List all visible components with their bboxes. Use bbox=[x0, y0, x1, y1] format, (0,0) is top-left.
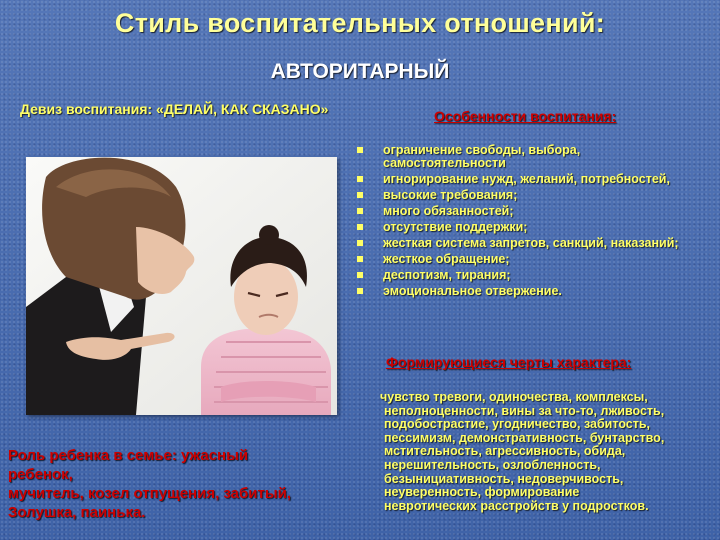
features-list bbox=[356, 144, 696, 301]
trait-line: чувство тревоги, одиночества, комплексы, bbox=[380, 390, 648, 404]
features-heading: Особенности воспитания: bbox=[434, 108, 617, 124]
feature-item bbox=[356, 205, 696, 218]
feature-item bbox=[356, 269, 696, 282]
feature-item-text: жесткое обращение; bbox=[383, 252, 510, 266]
trait-line: невротических расстройств у подростков. bbox=[384, 498, 649, 513]
traits-heading: Формирующиеся черты характера: bbox=[386, 354, 632, 370]
trait-line: безынициативность, недоверчивость, bbox=[384, 471, 624, 486]
square-bullet-icon bbox=[357, 208, 363, 214]
feature-item-text: много обязанностей; bbox=[383, 204, 514, 218]
feature-item-text: эмоциональное отвержение. bbox=[383, 284, 562, 298]
page-title: Стиль воспитательных отношений: bbox=[114, 8, 606, 38]
feature-item bbox=[356, 221, 696, 234]
square-bullet-icon bbox=[357, 272, 363, 278]
square-bullet-icon bbox=[357, 192, 363, 198]
feature-item bbox=[356, 189, 696, 202]
feature-item bbox=[356, 285, 696, 298]
feature-item-text: ограничение свободы, выбора, самостоятельности bbox=[383, 143, 581, 170]
feature-item bbox=[356, 237, 696, 250]
square-bullet-icon bbox=[357, 256, 363, 262]
child-role-line: ребенок, bbox=[8, 466, 73, 483]
feature-item-text: жесткая система запретов, санкций, наказаний; bbox=[383, 236, 679, 250]
trait-line: мстительность, агрессивность, обида, bbox=[384, 444, 626, 459]
feature-item bbox=[356, 144, 696, 170]
mother-scolding-child-photo bbox=[26, 157, 337, 415]
child-role-text bbox=[8, 446, 378, 522]
feature-item-text: высокие требования; bbox=[383, 188, 518, 202]
trait-line: нерешительность, озлобленность, bbox=[384, 457, 601, 472]
page-subtitle: АВТОРИТАРНЫЙ bbox=[270, 60, 450, 83]
education-motto: Девиз воспитания: «ДЕЛАЙ, КАК СКАЗАНО» bbox=[20, 101, 329, 117]
feature-item-text: отсутствие поддержки; bbox=[383, 220, 528, 234]
trait-line: пессимизм, демонстративность, бунтарство, bbox=[384, 430, 665, 445]
trait-line: неполноценности, вины за что-то, лживость, bbox=[384, 403, 665, 418]
feature-item bbox=[356, 173, 696, 186]
trait-line: подобострастие, угодничество, забитость, bbox=[384, 417, 651, 432]
square-bullet-icon bbox=[357, 176, 363, 182]
traits-text bbox=[380, 391, 720, 513]
square-bullet-icon bbox=[357, 240, 363, 246]
trait-line: неуверенность, формирование bbox=[384, 485, 580, 500]
square-bullet-icon bbox=[357, 224, 363, 230]
feature-item-text: игнорирование нужд, желаний, потребностей, bbox=[383, 172, 670, 186]
child-role-line: Золушка, паинька. bbox=[8, 504, 146, 521]
feature-item bbox=[356, 253, 696, 266]
feature-item-text: деспотизм, тирания; bbox=[383, 268, 511, 282]
child-role-line: Роль ребенка в семье: ужасный bbox=[8, 447, 249, 464]
square-bullet-icon bbox=[357, 147, 363, 153]
square-bullet-icon bbox=[357, 288, 363, 294]
child-role-line: мучитель, козел отпущения, забитый, bbox=[8, 485, 292, 502]
